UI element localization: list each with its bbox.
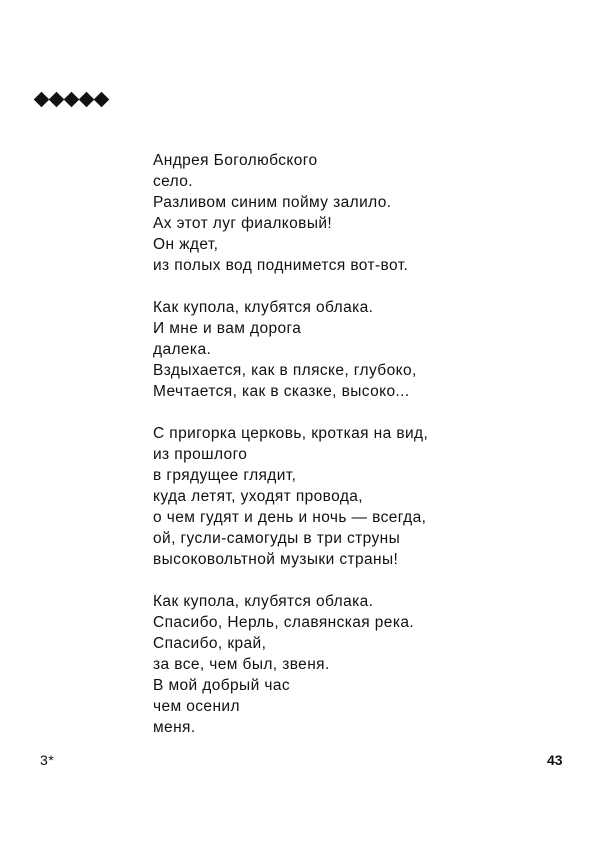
- poem-line: за все, чем был, звеня.: [153, 656, 330, 673]
- stanza-1: [153, 150, 573, 276]
- stanza-3: [153, 423, 573, 570]
- diamond-icon: [64, 92, 79, 107]
- poem-line: ой, гусли-самогуды в три струны: [153, 530, 401, 547]
- diamond-icon: [94, 92, 109, 107]
- poem-line: Спасибо, Нерль, славянская река.: [153, 614, 415, 631]
- poem-line: Мечтается, как в сказке, высоко...: [153, 383, 410, 400]
- poem-line: Он ждет,: [153, 236, 219, 253]
- poem-line: С пригорка церковь, кроткая на вид,: [153, 425, 429, 442]
- poem-line: куда летят, уходят провода,: [153, 488, 363, 505]
- ornament-diamonds: [34, 92, 109, 108]
- poem-line: Как купола, клубятся облака.: [153, 299, 374, 316]
- page-number: 43: [547, 752, 563, 768]
- poem-line: село.: [153, 173, 194, 190]
- poem-line: Андрея Боголюбского: [153, 152, 318, 169]
- poem-line: Ах этот луг фиалковый!: [153, 215, 333, 232]
- stanza-4: [153, 591, 573, 738]
- poem-line: Вздыхается, как в пляске, глубоко,: [153, 362, 417, 379]
- diamond-icon: [34, 92, 49, 107]
- poem-line: в грядущее глядит,: [153, 467, 297, 484]
- diamond-icon: [49, 92, 64, 107]
- poem-line: Спасибо, край,: [153, 635, 267, 652]
- poem-line: И мне и вам дорога: [153, 320, 302, 337]
- poem-line: высоковольтной музыки страны!: [153, 551, 399, 568]
- poem-line: чем осенил: [153, 698, 240, 715]
- stanza-2: [153, 297, 573, 402]
- poem-line: Разливом синим пойму залило.: [153, 194, 392, 211]
- poem-line: из полых вод поднимется вот-вот.: [153, 257, 409, 274]
- poem-line: меня.: [153, 719, 196, 736]
- poem-line: из прошлого: [153, 446, 248, 463]
- poem-line: далека.: [153, 341, 212, 358]
- signature-mark: 3*: [40, 752, 55, 768]
- diamond-icon: [79, 92, 94, 107]
- poem-line: о чем гудят и день и ночь — всегда,: [153, 509, 427, 526]
- poem-line: Как купола, клубятся облака.: [153, 593, 374, 610]
- poem: [153, 150, 573, 759]
- poem-line: В мой добрый час: [153, 677, 290, 694]
